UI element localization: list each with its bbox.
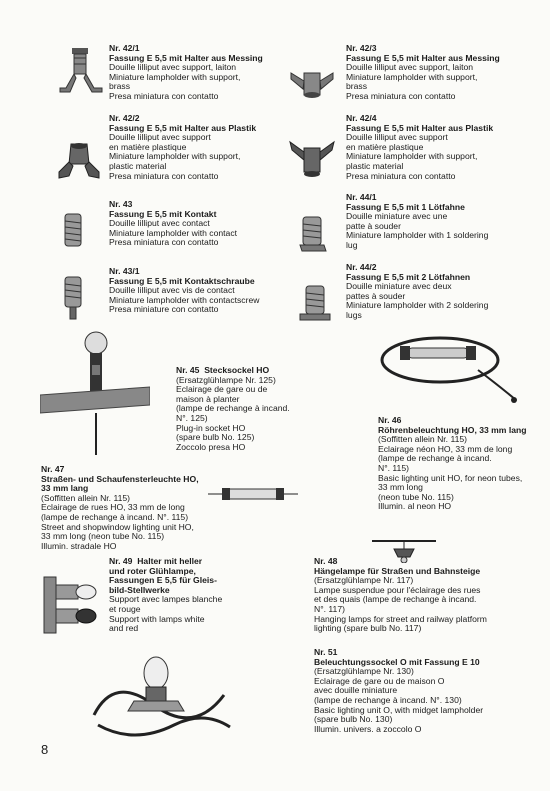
item-46 [378,416,543,512]
item-line: N°. 117) [314,603,345,614]
street-light-47-image [208,484,298,504]
lighting-socket-51-image [84,655,234,745]
item-line: (lampe de rechange à incand. N°. 115) [41,511,189,522]
page-number: 8 [41,742,49,757]
item-number: Nr. 43/1 [109,266,140,276]
lampholder-42-3-image [289,67,335,103]
lampholder-42-1-image [58,46,104,94]
lamp-holder-49-image [40,575,102,635]
item-line: avec douille miniature [314,685,398,696]
item-line: Miniature lampholder with 1 soldering [346,230,489,241]
item-line: Basic lighting unit HO, for neon tubes, [378,472,523,483]
item-title: Fassung E 5,5 mit Halter aus Plastik [109,122,257,133]
item-line: Miniature lampholder with support, [346,151,478,162]
item-line: Miniature lampholder with support, [346,71,478,82]
item-line: (Ersatzglühlampe Nr. 125) [176,374,276,385]
item-number: Nr. 44/1 [346,192,377,202]
item-line: plastic material [109,160,167,171]
item-line: Street and shopwindow lighting unit HO, [41,521,194,532]
item-line: Douille miniature avec une [346,211,448,222]
item-42-1 [109,44,289,102]
item-line: N°. 125) [176,412,208,423]
item-line: Miniature lampholder with contactscrew [109,294,260,305]
item-title: Stecksockel HO [204,365,270,375]
item-line: lug [346,239,358,250]
item-48 [314,557,529,634]
item-49 [109,557,229,634]
item-line: (neon tube No. 115) [378,491,454,502]
item-line: et des quais (lampe de rechange à incand. [314,594,477,605]
item-line: Basic lighting unit O, with midget lampholder [314,704,484,715]
item-number: Nr. 48 [314,556,338,566]
item-title: Hängelampe für Straßen und Bahnsteige [314,565,481,576]
item-line: Douille lilliput avec support [346,132,448,143]
item-line: Douille miniature avec deux [346,281,452,292]
item-line: Eclairage de gare ou de maison O [314,675,445,686]
item-42-2 [109,114,289,181]
item-title: Beleuchtungssockel O mit Fassung E 10 [314,656,480,667]
item-line: Eclairage de rues HO, 33 mm de long [41,502,185,513]
item-line: Douille lilliput avec vis de contact [109,285,235,296]
item-line: 33 mm long [378,482,423,493]
item-number: Nr. 43 [109,199,133,209]
item-line: lighting (spare bulb No. 117) [314,623,422,634]
item-line: (Soffitten allein Nr. 115) [41,492,131,503]
item-line: 33 mm long (neon tube No. 115) [41,531,165,542]
item-title: Fassung E 5,5 mit Halter aus Plastik [346,122,494,133]
item-line: et rouge [109,603,141,614]
item-line: (lampe de rechange à incand. [378,453,492,464]
item-45 [176,366,336,452]
item-title: Fassung E 5,5 mit 2 Lötfahnen [346,271,471,282]
item-44-1 [346,193,536,251]
item-line: Miniature lampholder with support, [109,71,241,82]
item-line: Douille lilliput avec support, laiton [109,62,237,73]
item-42-4 [346,114,536,181]
item-line: Illumin. al neon HO [378,501,452,512]
item-line: N°. 115) [378,462,409,473]
item-title: Fassung E 5,5 mit Kontakt [109,208,217,219]
item-number: Nr. 42/3 [346,43,377,53]
item-number: Nr. 47 [41,464,65,474]
item-title-line-3: Fassungen E 5,5 für Gleis- [109,575,217,586]
item-line: Miniature lampholder with contact [109,227,238,238]
item-title: Fassung E 5,5 mit Halter aus Messing [109,52,263,63]
item-number: Nr. 42/1 [109,43,140,53]
lampholder-44-2-image [298,284,332,322]
item-title-line-2: 33 mm lang [41,483,89,494]
item-line: lugs [346,309,362,320]
item-44-2 [346,263,536,321]
item-line: Presa miniatura con contatto [346,170,456,181]
item-number: Nr. 46 [378,415,402,425]
item-line: Eclairage de gare ou de [176,384,268,395]
item-51 [314,648,529,734]
item-43 [109,200,289,248]
item-line: brass [346,81,368,92]
item-line: patte à souder [346,220,401,231]
item-line: (Ersatzglühlampe Nr. 130) [314,666,414,677]
item-line: (lampe de rechange à incand. [176,403,290,414]
item-line: brass [109,81,131,92]
item-42-3 [346,44,536,102]
item-number: Nr. 44/2 [346,262,377,272]
item-line: Illumin. stradale HO [41,540,117,551]
item-number: Nr. 51 [314,647,338,657]
item-line: Support with lamps white [109,613,205,624]
item-line: Douille lilliput avec support [109,132,211,143]
item-line: Plug-in socket HO [176,422,246,433]
item-47 [41,465,211,551]
item-line: Presa miniature con contatto [109,304,219,315]
plug-in-socket-45-image [40,325,150,455]
item-number: Nr. 42/2 [109,113,140,123]
item-number: Nr. 45 [176,365,200,375]
item-line: Miniature lampholder with support, [109,151,241,162]
item-line: pattes à souder [346,290,406,301]
item-title: Fassung E 5,5 mit Kontaktschraube [109,275,255,286]
item-line: Zoccolo presa HO [176,441,246,452]
item-title: Fassung E 5,5 mit Halter aus Messing [346,52,500,63]
item-line: (Ersatzglühlampe Nr. 117) [314,575,414,586]
item-line: maison à planter [176,393,240,404]
item-43-1 [109,267,289,315]
item-line: Miniature lampholder with 2 soldering [346,300,489,311]
item-line: (spare bulb No. 125) [176,432,255,443]
item-title-line-4: bild-Stellwerke [109,584,170,595]
item-title: Straßen- und Schaufensterleuchte HO, [41,473,199,484]
lampholder-43-1-image [62,275,84,323]
item-number: Nr. 49 [109,556,133,566]
item-line: Lampe suspendue pour l'éclairage des rues [314,584,481,595]
item-line: Presa miniatura con contatto [109,90,219,101]
item-line: plastic material [346,160,404,171]
item-line: (lampe de rechange à incand. N°. 130) [314,694,462,705]
lampholder-42-2-image [55,138,103,182]
lampholder-44-1-image [298,215,328,253]
item-line: en matière plastique [346,141,424,152]
item-line: Eclairage néon HO, 33 mm de long [378,443,513,454]
lampholder-42-4-image [288,138,336,182]
item-line: Douille lilliput avec support, laiton [346,62,474,73]
item-title: Halter mit heller [137,556,203,566]
item-line: Presa miniatura con contatto [109,237,219,248]
item-line: Presa miniatura con contatto [109,170,219,181]
item-line: and red [109,623,139,634]
item-line: Hanging lamps for street and railway platform [314,613,487,624]
item-line: (Soffitten allein Nr. 115) [378,434,468,445]
lampholder-43-image [62,212,84,248]
item-title: Röhrenbeleuchtung HO, 33 mm lang [378,424,527,435]
item-line: Support avec lampes blanche [109,594,223,605]
neon-lighting-46-image [368,330,518,410]
item-line: en matière plastique [109,141,187,152]
item-line: (spare bulb No. 130) [314,714,393,725]
item-line: Douille lilliput avec contact [109,218,210,229]
item-title-line-2: und roter Glühlampe, [109,565,196,576]
item-line: Presa miniatura con contatto [346,90,456,101]
item-number: Nr. 42/4 [346,113,377,123]
item-line: Illumin. univers. a zoccolo O [314,723,422,734]
item-title: Fassung E 5,5 mit 1 Lötfahne [346,201,465,212]
